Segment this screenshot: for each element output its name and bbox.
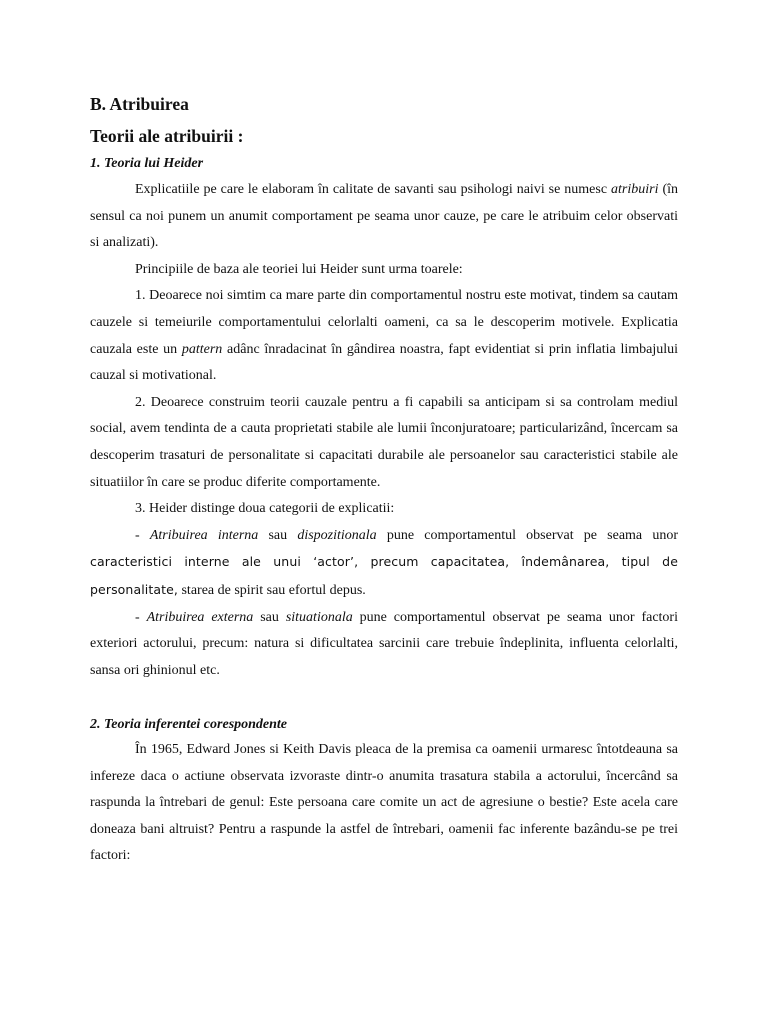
section2-body [90, 737, 678, 870]
term-dispositional: dispozitionala [297, 527, 377, 543]
paragraph-4: 2. Deoarece construim teorii cauzale pentru a fi capabili sa anticipam si sa controlam mediul social, avem tendinta de a cauta proprietati stabile ale lumii înconjuratoare; particularizând, încercam sa descoperim trasaturi de personalitate si capacitati durabile ale persoanelor sau caracteristici stabile ale situatiilor în care se produc diferite comportamente. [90, 394, 678, 490]
section1-title: 1. Teoria lui Heider [90, 156, 204, 171]
paragraph-3 [90, 283, 678, 389]
paragraph-6-dash: - [135, 527, 150, 543]
paragraph-1 [90, 177, 678, 257]
term-external-attribution: Atribuirea externa [146, 609, 254, 625]
paragraph-3-text-a: 1. Deoarece noi simtim ca mare parte din comportamentul nostru este motivat, tindem sa cautam cauzele si temeiurile comportamentului celorlalti oameni, ca sa le descoperim motivele. Explicatia cauzala este un [90, 288, 678, 357]
section2-paragraph-1: În 1965, Edward Jones si Keith Davis pleaca de la premisa ca oamenii urmaresc întotdeauna sa infereze daca o actiune observata izvoraste dintr-o anumita trasatura stabila a actorului, încercând sa raspunda la întrebari de genul: Este persoana care comite un act de agresiune o bestie? Este acela care doneaza bani altruist? Pentru a raspunde la astfel de întrebari, oamenii fac inferente bazându-se pe trei factori: [90, 742, 678, 864]
term-internal-attribution: Atribuirea interna [149, 527, 259, 543]
section1-body [90, 177, 678, 684]
heading-sub: Teorii ale atribuirii : [90, 126, 244, 146]
heading-main: B. Atribuirea [90, 94, 189, 114]
paragraph-1-text-a: Explicatiile pe care le elaboram în calitate de savanti sau psihologi naivi se numesc [135, 182, 612, 197]
paragraph-3-emphasis: pattern [181, 341, 223, 357]
paragraph-6 [90, 523, 678, 605]
paragraph-3-text-b: adânc înradacinat în gândirea noastra, fapt evidentiat si prin inflatia limbajului cauzal si motivational. [90, 341, 678, 384]
paragraph-2: Principiile de baza ale teoriei lui Heider sunt urma toarele: [135, 261, 463, 277]
paragraph-6-text-a: pune comportamentul observat pe seama unor [376, 527, 678, 543]
paragraph-7-text-a: pune comportamentul observat pe seama unor factori exteriori actorului, precum: natura si dificultatea sarcinii care trebuie îndeplinita, influenta celorlalti, sansa ori ghinionul etc. [90, 609, 678, 678]
paragraph-7 [90, 605, 678, 685]
term-situational: situationala [285, 609, 353, 625]
paragraph-7-dash: - [135, 609, 147, 625]
paragraph-1-text-b: (în sensul ca noi punem un anumit comportament pe seama unor cauze, pe care le atribuim celor observati si analizati). [90, 182, 678, 251]
paragraph-6-text-b: starea de spirit sau efortul depus. [177, 582, 366, 598]
paragraph-6-special-font: caracteristici interne ale unui ‘actor’, precum capacitatea, îndemânarea, tipul de personalitate, [90, 554, 678, 597]
paragraph-7-or: sau [253, 609, 286, 625]
paragraph-6-or: sau [258, 527, 298, 543]
section2-title: 2. Teoria inferentei corespondente [90, 717, 288, 732]
paragraph-5: 3. Heider distinge doua categorii de explicatii: [135, 501, 395, 517]
paragraph-1-emphasis: atribuiri [611, 182, 659, 197]
